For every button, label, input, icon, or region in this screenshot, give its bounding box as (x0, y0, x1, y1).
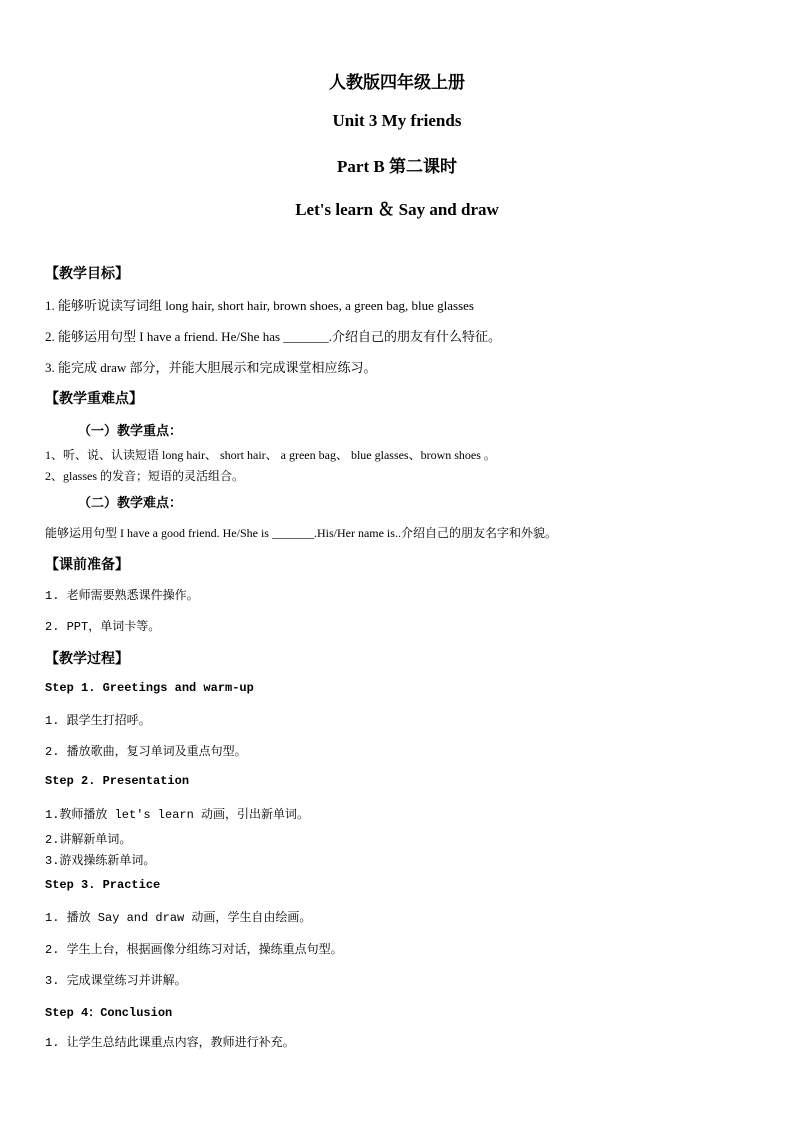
objective-item: 2. 能够运用句型 I have a friend. He/She has _______.介绍自己的朋友有什么特征。 (45, 329, 502, 344)
objective-item: 3. 能完成 draw 部分，并能大胆展示和完成课堂相应练习。 (45, 360, 377, 375)
unit-title: Unit 3 My friends (332, 111, 462, 130)
step-item: 1.教师播放 let's learn 动画，引出新单词。 (45, 808, 310, 822)
step-title: Step 4：Conclusion (45, 1006, 173, 1020)
preparation-item: 2. PPT，单词卡等。 (45, 620, 161, 634)
objective-item: 1. 能够听说读写词组 long hair, short hair, brown shoes, a green bag, blue glasses (45, 298, 474, 313)
lesson-topic-title: Let's learn ＆ Say and draw (295, 200, 499, 219)
preparation-heading: 【课前准备】 (45, 558, 129, 573)
difficulty-heading: （二）教学难点： (78, 495, 183, 510)
preparation-item: 1. 老师需要熟悉课件操作。 (45, 589, 199, 603)
key-points-heading: 【教学重难点】 (45, 392, 143, 407)
step-item: 1. 让学生总结此课重点内容，教师进行补充。 (45, 1036, 295, 1050)
step-item: 3. 完成课堂练习并讲解。 (45, 974, 187, 988)
step-item: 2. 播放歌曲，复习单词及重点句型。 (45, 745, 247, 759)
step-title: Step 2. Presentation (45, 774, 190, 788)
process-heading: 【教学过程】 (45, 652, 129, 667)
objectives-heading: 【教学目标】 (45, 267, 129, 282)
lesson-part-title: Part B 第二课时 (337, 157, 457, 176)
step-title: Step 1. Greetings and warm-up (45, 681, 254, 695)
step-item: 2.讲解新单词。 (45, 833, 132, 847)
focus-item: 2、glasses 的发音；短语的灵活组合。 (45, 469, 244, 483)
step-title: Step 3. Practice (45, 878, 161, 892)
step-item: 2. 学生上台，根据画像分组练习对话，操练重点句型。 (45, 943, 343, 957)
focus-heading: （一）教学重点： (78, 423, 183, 438)
step-item: 3.游戏操练新单词。 (45, 854, 156, 868)
difficulty-text: 能够运用句型 I have a good friend. He/She is _______.His/Her name is..介绍自己的朋友名字和外貌。 (45, 526, 557, 540)
step-item: 1. 播放 Say and draw 动画，学生自由绘画。 (45, 911, 312, 925)
document-title: 人教版四年级上册 (329, 73, 465, 92)
step-item: 1. 跟学生打招呼。 (45, 714, 151, 728)
focus-item: 1、听、说、认读短语 long hair、 short hair、 a green bag、 blue glasses、brown shoes 。 (45, 448, 496, 462)
